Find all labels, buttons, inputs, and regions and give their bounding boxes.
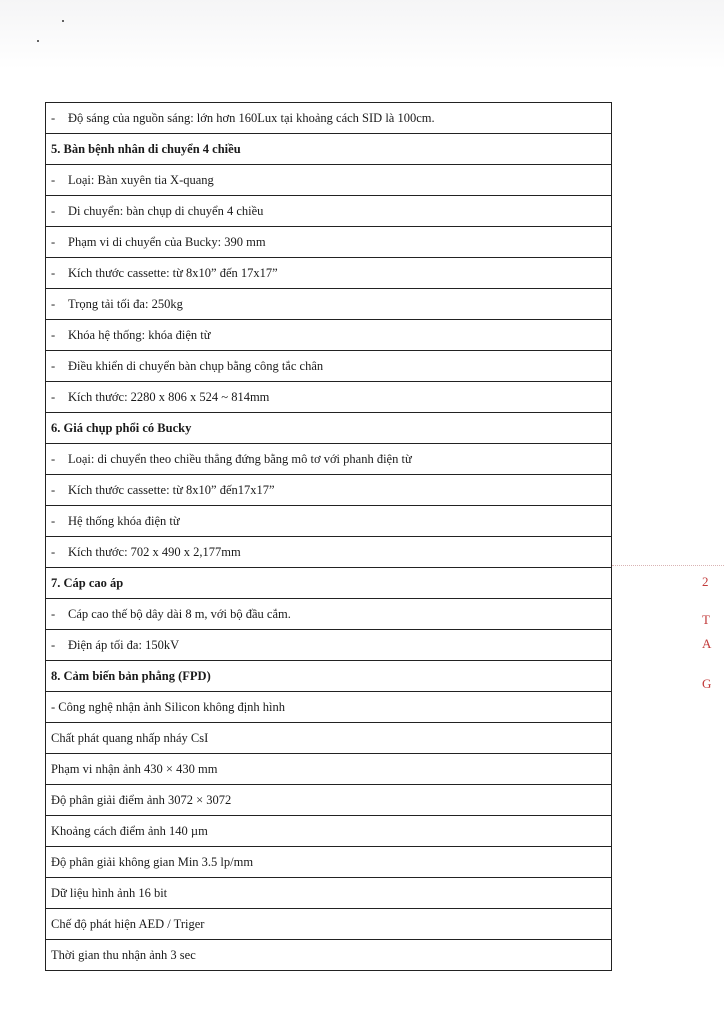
- spec-row: [46, 847, 612, 878]
- spec-cell: [46, 909, 612, 940]
- spec-cell: [46, 165, 612, 196]
- stamp-fragment: G: [702, 676, 712, 691]
- spec-text: Độ phân giải không gian Min 3.5 lp/mm: [51, 855, 254, 869]
- scan-speck: [37, 40, 39, 42]
- spec-row: [46, 599, 612, 630]
- bullet-dash: -: [51, 111, 56, 125]
- bullet-dash: -: [51, 359, 56, 373]
- spec-row: [46, 878, 612, 909]
- spec-row: [46, 692, 612, 723]
- spec-cell: [46, 723, 612, 754]
- section-row: [46, 134, 612, 165]
- bullet-dash: -: [51, 173, 56, 187]
- spec-row: [46, 475, 612, 506]
- bullet-dash: -: [51, 266, 56, 280]
- bullet-dash: -: [51, 390, 56, 404]
- spec-cell: [46, 878, 612, 909]
- scan-speck: [62, 20, 64, 22]
- spec-row: [46, 506, 612, 537]
- spec-cell: [46, 258, 612, 289]
- spec-row: [46, 723, 612, 754]
- section-title: 8. Cảm biến bản phẳng (FPD): [51, 669, 211, 683]
- spec-cell: [46, 196, 612, 227]
- spec-cell: [46, 289, 612, 320]
- spec-cell: [46, 537, 612, 568]
- spec-cell: [46, 816, 612, 847]
- spec-text: Thời gian thu nhận ảnh 3 sec: [51, 948, 196, 962]
- spec-text: Phạm vi di chuyển của Bucky: 390 mm: [68, 235, 266, 249]
- margin-dotted-line: [612, 565, 724, 566]
- section-heading-cell: [46, 134, 612, 165]
- section-heading-cell: [46, 661, 612, 692]
- spec-row: [46, 630, 612, 661]
- bullet-dash: -: [51, 483, 56, 497]
- spec-text: - Công nghệ nhận ảnh Silicon không định hình: [51, 700, 286, 714]
- spec-text: Chất phát quang nhấp nháy CsI: [51, 731, 209, 745]
- spec-cell: [46, 382, 612, 413]
- spec-text: Phạm vi nhận ảnh 430 × 430 mm: [51, 762, 218, 776]
- section-row: [46, 413, 612, 444]
- spec-cell: [46, 320, 612, 351]
- spec-row: [46, 754, 612, 785]
- spec-row: [46, 785, 612, 816]
- spec-text: Điện áp tối đa: 150kV: [68, 638, 180, 652]
- spec-table: [45, 102, 612, 971]
- spec-cell: [46, 351, 612, 382]
- spec-text: Hệ thống khóa điện từ: [68, 514, 180, 528]
- spec-row: [46, 351, 612, 382]
- spec-cell: [46, 599, 612, 630]
- spec-text: Khoảng cách điểm ảnh 140 µm: [51, 824, 208, 838]
- spec-cell: [46, 630, 612, 661]
- spec-text: Loại: di chuyển theo chiều thẳng đứng bằng mô tơ với phanh điện từ: [68, 452, 412, 466]
- bullet-dash: -: [51, 297, 56, 311]
- bullet-dash: -: [51, 638, 56, 652]
- spec-row: [46, 320, 612, 351]
- bullet-dash: -: [51, 235, 56, 249]
- scan-top-shadow: [0, 0, 724, 70]
- section-title: 5. Bàn bệnh nhân di chuyển 4 chiều: [51, 142, 241, 156]
- spec-text: Kích thước cassette: từ 8x10” đến17x17”: [68, 483, 275, 497]
- spec-text: Trọng tải tối đa: 250kg: [68, 297, 183, 311]
- spec-text: Độ phân giải điểm ảnh 3072 × 3072: [51, 793, 232, 807]
- spec-row: [46, 909, 612, 940]
- spec-row: [46, 196, 612, 227]
- spec-text: Chế độ phát hiện AED / Triger: [51, 917, 205, 931]
- spec-text: Điều khiển di chuyển bàn chụp bằng công tắc chân: [68, 359, 324, 373]
- spec-row: [46, 227, 612, 258]
- spec-cell: [46, 847, 612, 878]
- spec-text: Kích thước cassette: từ 8x10” đến 17x17”: [68, 266, 278, 280]
- spec-cell: [46, 940, 612, 971]
- spec-row: [46, 537, 612, 568]
- section-heading-cell: [46, 568, 612, 599]
- stamp-fragment: 2: [702, 574, 709, 589]
- spec-row: [46, 940, 612, 971]
- spec-text: Loại: Bàn xuyên tia X-quang: [68, 173, 214, 187]
- spec-cell: [46, 444, 612, 475]
- spec-cell: [46, 692, 612, 723]
- bullet-dash: -: [51, 514, 56, 528]
- spec-row: [46, 165, 612, 196]
- spec-cell: [46, 785, 612, 816]
- spec-cell: [46, 754, 612, 785]
- spec-cell: [46, 227, 612, 258]
- section-title: 6. Giá chụp phổi có Bucky: [51, 421, 192, 435]
- spec-text: Di chuyển: bàn chụp di chuyển 4 chiều: [68, 204, 264, 218]
- spec-cell: [46, 103, 612, 134]
- stamp-fragment: A: [702, 636, 712, 651]
- spec-row: [46, 289, 612, 320]
- section-row: [46, 661, 612, 692]
- spec-text: Kích thước: 702 x 490 x 2,177mm: [68, 545, 241, 559]
- section-title: 7. Cáp cao áp: [51, 576, 124, 590]
- spec-row: [46, 382, 612, 413]
- stamp-fragment: T: [702, 612, 710, 627]
- spec-cell: [46, 506, 612, 537]
- spec-table-body: [46, 103, 612, 971]
- spec-row: [46, 816, 612, 847]
- spec-text: Độ sáng của nguồn sáng: lớn hơn 160Lux tại khoảng cách SID là 100cm.: [68, 111, 435, 125]
- section-heading-cell: [46, 413, 612, 444]
- bullet-dash: -: [51, 607, 56, 621]
- bullet-dash: -: [51, 452, 56, 466]
- spec-text: Dữ liệu hình ảnh 16 bit: [51, 886, 168, 900]
- spec-text: Kích thước: 2280 x 806 x 524 ~ 814mm: [68, 390, 270, 404]
- section-row: [46, 568, 612, 599]
- spec-text: Cáp cao thế bộ dây dài 8 m, với bộ đầu cắm.: [68, 607, 291, 621]
- spec-text: Khóa hệ thống: khóa điện từ: [68, 328, 211, 342]
- spec-row: [46, 258, 612, 289]
- spec-row: [46, 103, 612, 134]
- spec-cell: [46, 475, 612, 506]
- spec-row: [46, 444, 612, 475]
- bullet-dash: -: [51, 545, 56, 559]
- bullet-dash: -: [51, 204, 56, 218]
- bullet-dash: -: [51, 328, 56, 342]
